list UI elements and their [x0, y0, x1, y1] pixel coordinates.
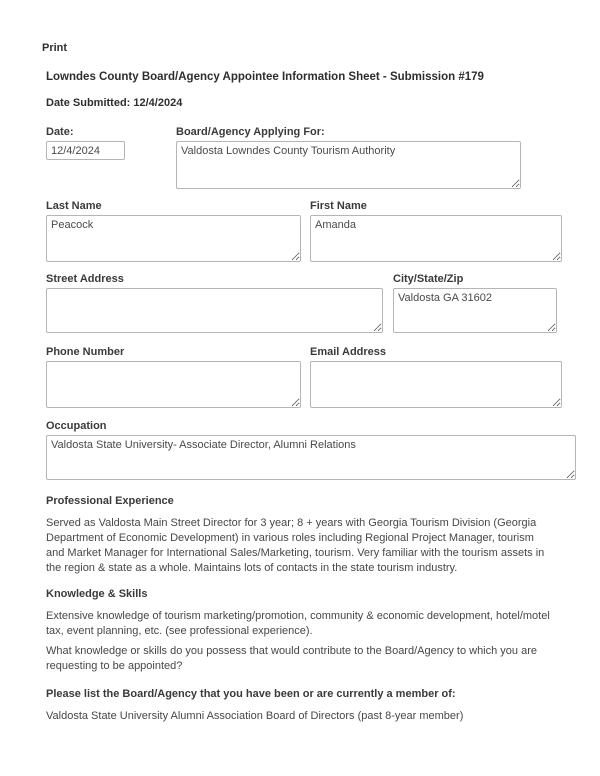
row-name — [46, 200, 576, 262]
date-field-group — [46, 126, 176, 160]
occupation-label: Occupation — [46, 420, 107, 432]
last-name-field-group — [46, 200, 301, 262]
phone-number-textarea[interactable] — [46, 361, 301, 408]
first-name-textarea[interactable] — [310, 215, 562, 262]
print-button[interactable]: Print — [42, 42, 68, 54]
city-state-zip-field-group — [393, 273, 557, 333]
phone-number-field-group — [46, 346, 301, 408]
professional-experience-heading: Professional Experience — [46, 495, 174, 507]
date-submitted-text: Date Submitted: 12/4/2024 — [46, 97, 183, 109]
email-address-field-group — [310, 346, 562, 408]
last-name-textarea[interactable] — [46, 215, 301, 262]
phone-number-label: Phone Number — [46, 346, 125, 358]
city-state-zip-label: City/State/Zip — [393, 273, 464, 285]
member-of-text: Valdosta State University Alumni Association Board of Directors (past 8-year member) — [46, 710, 464, 722]
street-address-label: Street Address — [46, 273, 124, 285]
email-address-textarea[interactable] — [310, 361, 562, 408]
knowledge-skills-heading: Knowledge & Skills — [46, 588, 148, 600]
knowledge-skills-text: Extensive knowledge of tourism marketing/promotion, community & economic development, hotel/motel tax, event planning, etc. (see professional experience). — [46, 610, 550, 637]
occupation-field-group — [46, 420, 576, 480]
date-label: Date: — [46, 126, 74, 138]
board-agency-label: Board/Agency Applying For: — [176, 126, 325, 138]
row-address — [46, 273, 576, 333]
member-of-heading: Please list the Board/Agency that you have been or are currently a member of: — [46, 688, 456, 700]
date-input[interactable] — [46, 141, 125, 160]
first-name-label: First Name — [310, 200, 367, 212]
row-date-board — [46, 126, 576, 189]
first-name-field-group — [310, 200, 562, 262]
street-address-field-group — [46, 273, 383, 333]
board-agency-textarea[interactable] — [176, 141, 521, 189]
row-contact — [46, 346, 576, 408]
last-name-label: Last Name — [46, 200, 102, 212]
street-address-textarea[interactable] — [46, 288, 383, 333]
city-state-zip-textarea[interactable] — [393, 288, 557, 333]
board-agency-field-group — [176, 126, 521, 189]
email-address-label: Email Address — [310, 346, 387, 358]
professional-experience-text: Served as Valdosta Main Street Director for 3 year; 8 + years with Georgia Tourism Division (Georgia Department of Economic Development) in various roles including Regional Project Manager, tourism and Market Manager for International Sales/Marketing, tourism. Very familiar with the tourism assets in the region & state as a whole. Maintains lots of contacts in the state tourism industry. — [46, 517, 545, 574]
occupation-textarea[interactable] — [46, 435, 576, 480]
page-title: Lowndes County Board/Agency Appointee Information Sheet - Submission #179 — [46, 71, 484, 83]
knowledge-skills-question: What knowledge or skills do you possess that would contribute to the Board/Agency to which you are requesting to be appointed? — [46, 645, 537, 672]
